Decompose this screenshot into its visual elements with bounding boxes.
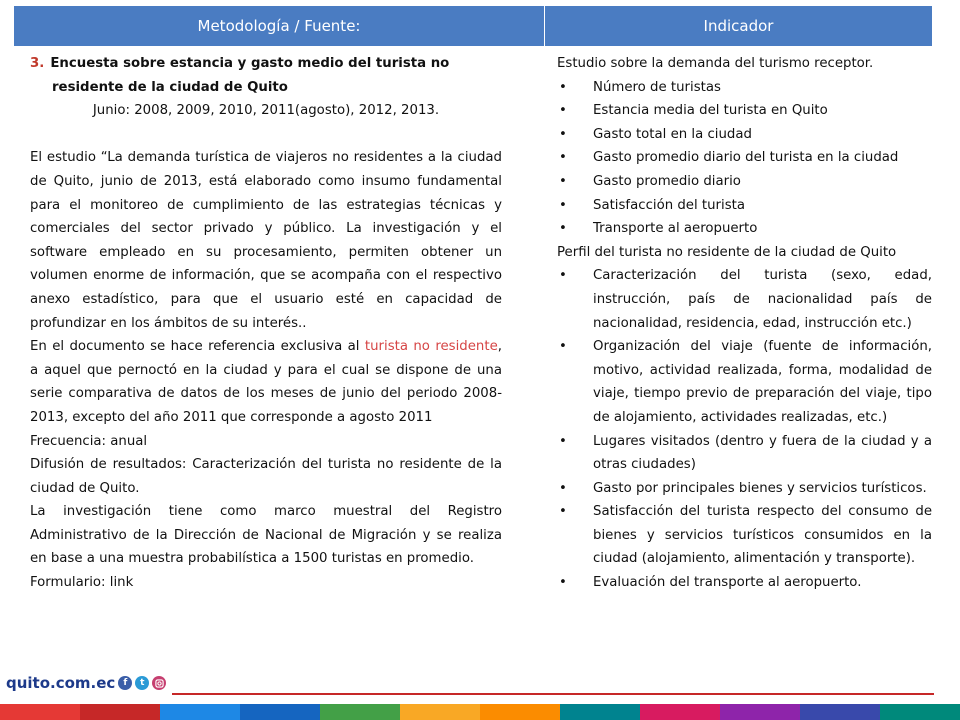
demand-study-heading: Estudio sobre la demanda del turismo receptor. — [557, 56, 874, 71]
item-number: 3. — [30, 56, 45, 71]
list-item: • Gasto por principales bienes y servicios turísticos. — [557, 477, 932, 501]
survey-title-line2: residente de la ciudad de Quito — [52, 79, 288, 95]
list-item: • Transporte al aeropuerto — [557, 217, 932, 241]
scope-paragraph — [30, 335, 502, 429]
profile-heading: Perfil del turista no residente de la ciudad de Quito — [557, 244, 897, 260]
scope-text-before: En el documento se hace referencia exclusiva al — [30, 339, 365, 355]
header-methodology: Metodología / Fuente: — [14, 6, 545, 46]
table-header — [14, 6, 932, 46]
sampling-frame-text: La investigación tiene como marco muestral del Registro Administrativo de la Dirección de Nacional de Migración y se realiza en base a una muestra probabilística a 1500 turistas en promedio. — [30, 504, 502, 567]
brand-text: quito.com.ec — [6, 674, 116, 692]
header-indicator: Indicador — [703, 17, 774, 35]
list-item: • Organización del viaje (fuente de información, motivo, actividad realizada, forma, modalidad de viaje, tiempo previo de preparación del viaje, tipo de alojamiento, actividades realizadas, etc.) — [557, 335, 932, 429]
study-description: El estudio “La demanda turística de viajeros no residentes a la ciudad de Quito, junio de 2013, está elaborado como insumo fundamental para el monitoreo de cumplimiento de las estrategias técnicas y comerciales del sector privado y público. La investigación y el software empleado en su procesamiento, permiten obtener un volumen enorme de información, que se acompaña con el respectivo anexo estadístico, para que el usuario esté en capacidad de profundizar en los ámbitos de su interés.. — [30, 150, 502, 331]
list-item: • Evaluación del transporte al aeropuerto. — [557, 571, 932, 595]
color-stripe — [560, 704, 640, 720]
demand-indicators-list — [557, 76, 932, 241]
indicator-column — [557, 52, 932, 595]
color-stripe — [80, 704, 160, 720]
survey-title-line1: Encuesta sobre estancia y gasto medio del turista no — [50, 56, 450, 71]
list-item: • Gasto promedio diario — [557, 170, 932, 194]
survey-title — [30, 52, 502, 76]
profile-indicators-list — [557, 264, 932, 594]
color-stripe — [720, 704, 800, 720]
color-stripe — [480, 704, 560, 720]
methodology-column — [30, 52, 502, 595]
color-stripe — [880, 704, 960, 720]
color-stripe — [160, 704, 240, 720]
survey-dates: Junio: 2008, 2009, 2010, 2011(agosto), 2012, 2013. — [92, 103, 440, 119]
color-stripe — [400, 704, 480, 720]
non-resident-highlight: turista no residente — [364, 339, 498, 355]
list-item: • Estancia media del turista en Quito — [557, 99, 932, 123]
color-stripe — [640, 704, 720, 720]
list-item: • Caracterización del turista (sexo, edad, instrucción, país de nacionalidad país de nacionalidad, residencia, edad, instrucción etc.) — [557, 264, 932, 335]
facebook-icon[interactable]: f — [118, 676, 132, 690]
instagram-icon[interactable] — [152, 676, 166, 690]
color-stripe — [0, 704, 80, 720]
footer-divider — [172, 693, 934, 695]
list-item: • Gasto promedio diario del turista en la ciudad — [557, 146, 932, 170]
form-link[interactable]: Formulario: link — [30, 575, 134, 591]
twitter-icon[interactable]: t — [135, 676, 149, 690]
list-item: • Satisfacción del turista — [557, 194, 932, 218]
list-item: • Satisfacción del turista respecto del consumo de bienes y servicios turísticos consumidos en la ciudad (alojamiento, alimentación y transporte). — [557, 500, 932, 571]
list-item: • Lugares visitados (dentro y fuera de la ciudad y a otras ciudades) — [557, 430, 932, 477]
color-stripe — [800, 704, 880, 720]
color-stripe — [320, 704, 400, 720]
frequency-text: Frecuencia: anual — [30, 433, 148, 449]
list-item: • Número de turistas — [557, 76, 932, 100]
color-stripe — [240, 704, 320, 720]
color-stripe-bar — [0, 704, 960, 720]
list-item: • Gasto total en la ciudad — [557, 123, 932, 147]
footer-logo — [6, 672, 166, 694]
dissemination-text: Difusión de resultados: Caracterización del turista no residente de la ciudad de Quito. — [30, 457, 502, 496]
scope-text-after: , a aquel que pernoctó en la ciudad y para el cual se dispone de una serie comparativa de datos de los meses de junio del periodo 2008-2013, excepto del año 2011 que corresponde a agosto 2011 — [30, 339, 502, 425]
